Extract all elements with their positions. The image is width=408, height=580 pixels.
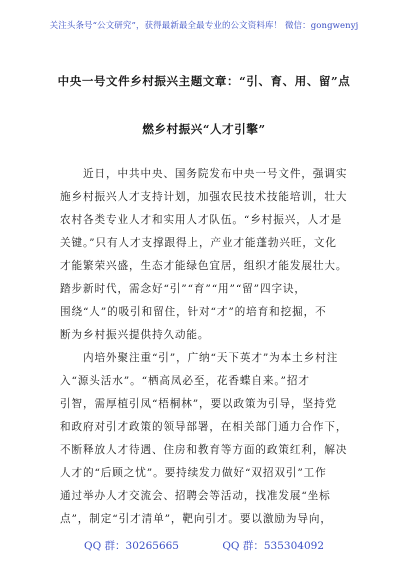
document-title-line1: 中央一号文件乡村振兴主题文章：“引、育、用、留”点 xyxy=(57,74,351,88)
body-line: 断为乡村振兴提供持久动能。 xyxy=(60,329,210,341)
body-line: 人才的“后顾之忧”。要持续发力做好“双招双引”工作 xyxy=(60,467,327,479)
body-line: 关键。”只有人才支撑跟得上，产业才能蓬勃兴旺，文化 xyxy=(60,237,337,249)
body-line: 施乡村振兴人才支持计划，加强农民技术技能培训，壮大 xyxy=(60,191,348,203)
document-body xyxy=(60,163,356,531)
body-line: 农村各类专业人才和实用人才队伍。“乡村振兴，人才是 xyxy=(60,214,343,226)
footer-qq-group-2: QQ 群：535304092 xyxy=(222,540,325,552)
body-line: 点”，制定“引才清单”，靶向引才。要以激励为导向， xyxy=(60,513,332,525)
body-line: 引智，需厚植引凤“梧桐林”，要以政策为引导，坚持党 xyxy=(60,398,337,410)
header-banner: 关注头条号“公文研究”，获得最新最全最专业的公文资料库！ 微信：gongwenyj xyxy=(49,21,359,31)
footer xyxy=(0,538,408,553)
body-line: 内培外聚注重“引”，广纳“天下英才”为本土乡村注 xyxy=(60,352,339,364)
body-line: 通过举办人才交流会、招聘会等活动，找准发展“坐标 xyxy=(60,490,331,502)
body-line: 入“源头活水”。“栖高凤必至，花香蝶自来。”招才 xyxy=(60,375,310,387)
body-line: 才能繁荣兴盛，生态才能绿色宜居，组织才能发展壮大。 xyxy=(60,260,348,272)
body-line: 近日，中共中央、国务院发布中央一号文件，强调实 xyxy=(60,168,348,180)
body-line: 不断释放人才待遇、住房和教育等方面的政策红利，解决 xyxy=(60,444,348,456)
document-title-line2: 燃乡村振兴“人才引擎” xyxy=(142,122,266,136)
body-line: 围绕“人”的吸引和留住，针对“才”的培育和挖掘，不 xyxy=(60,306,327,318)
footer-qq-group-1: QQ 群：30265665 xyxy=(83,540,179,552)
body-line: 和政府对引才政策的领导部署，在相关部门通力合作下， xyxy=(60,421,348,433)
body-line: 踏步新时代，需念好“引”“育”“用”“留”四字诀， xyxy=(60,283,306,295)
